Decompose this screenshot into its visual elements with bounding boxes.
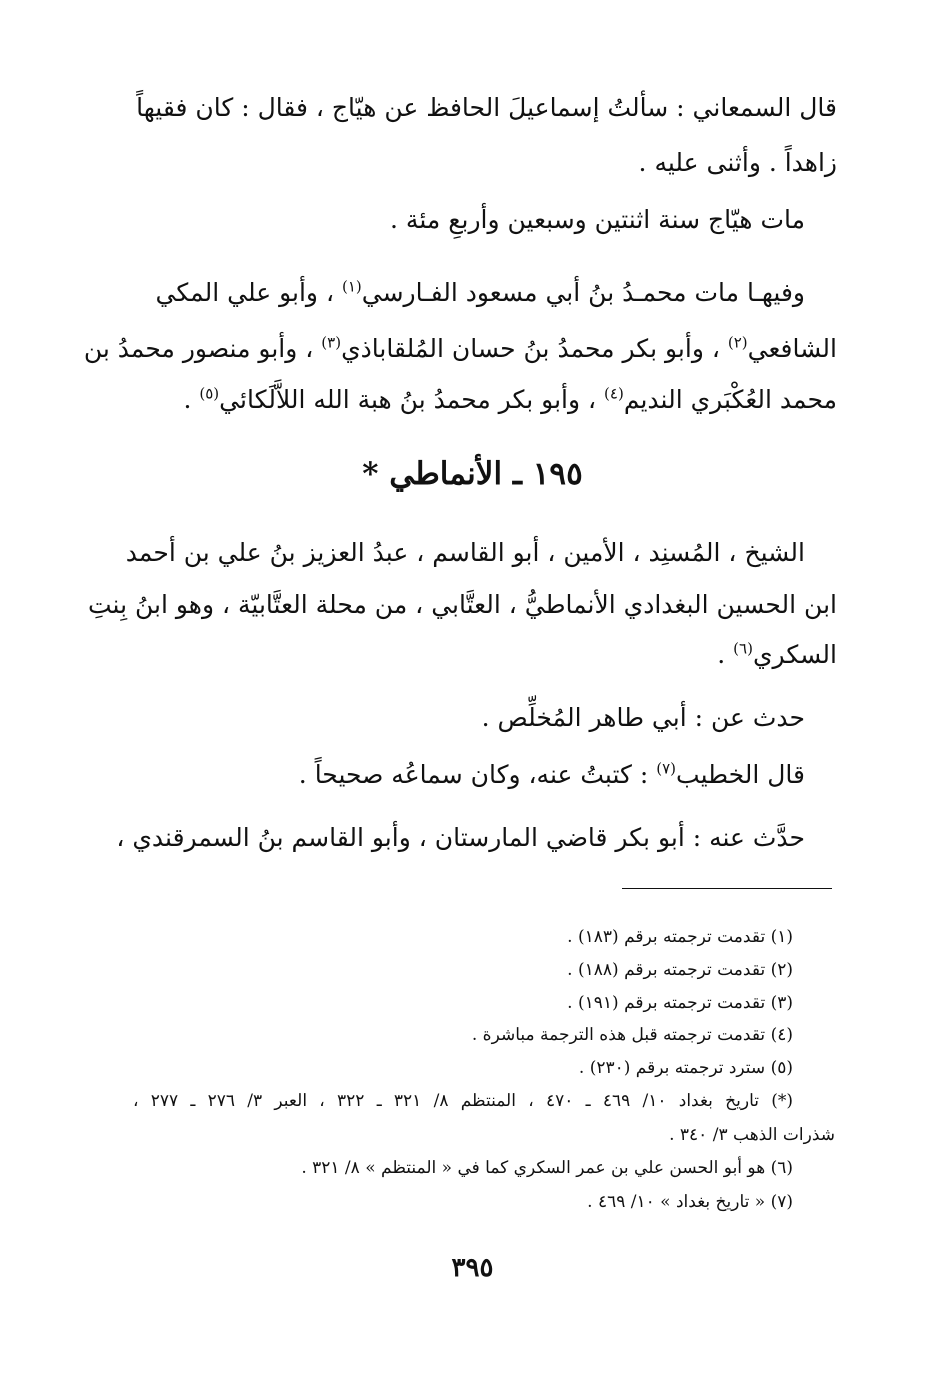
- body-line: حدث عن : أبي طاهر المُخلِّص .: [481, 703, 805, 732]
- footnote-ref[interactable]: (٥): [199, 384, 220, 403]
- body-line: قال السمعاني : سألتُ إسماعيلَ الحافظ عن هيّاج ، فقال : كان فقيهاً: [136, 93, 837, 122]
- body-line: زاهداً . وأثنى عليه .: [638, 148, 837, 177]
- footnote-continuation: شذرات الذهب ٣/ ٣٤٠ .: [669, 1125, 835, 1145]
- body-line: مات هيّاج سنة اثنتين وسبعين وأربعِ مئة .: [390, 205, 805, 234]
- footnote: (٤) تقدمت ترجمته قبل هذه الترجمة مباشرة .: [471, 1025, 793, 1045]
- footnote-ref[interactable]: (٦): [733, 639, 753, 658]
- footnote-ref[interactable]: (٤): [604, 384, 624, 403]
- footnote-ref[interactable]: (٧): [656, 759, 677, 778]
- body-line: الشافعي$^{(٢)}$ ، وأبو بكر محمدُ بنُ حسان المُلقاباذي$^{(٣)}$ ، وأبو منصور محمدُ بن: [83, 333, 837, 363]
- body-line: السكري$^{(٦)}$ .: [717, 639, 837, 669]
- footnote: (٧) « تاريخ بغداد » ١٠/ ٤٦٩ .: [587, 1192, 793, 1212]
- body-line: ابن الحسين البغدادي الأنماطيُّ ، العتَّابي ، من محلة العتَّابيّة ، وهو ابنُ بِنتِ: [88, 590, 837, 619]
- footnote-separator: [622, 888, 832, 889]
- body-line: الشيخ ، المُسنِد ، الأمين ، أبو القاسم ، عبدُ العزيز بنُ علي بن أحمد: [125, 538, 805, 567]
- footnote-ref[interactable]: (١): [341, 277, 362, 296]
- body-line: حدَّث عنه : أبو بكر قاضي المارستان ، وأبو القاسم بنُ السمرقندي ،: [116, 823, 805, 852]
- section-heading: ١٩٥ ـ الأنماطي *: [362, 456, 583, 492]
- footnote: (٦) هو أبو الحسن علي بن عمر السكري كما في « المنتظم » ٨/ ٣٢١ .: [301, 1158, 793, 1178]
- footnote: (٢) تقدمت ترجمته برقم (١٨٨) .: [567, 960, 793, 980]
- body-line: محمد العُكْبَري النديم$^{(٤)}$ ، وأبو بكر محمدُ بنُ هبة الله اللاَّلَكائي$^{(٥)}$ .: [183, 384, 837, 414]
- footnote: (١) تقدمت ترجمته برقم (١٨٣) .: [567, 927, 793, 947]
- page-number: ٣٩٥: [451, 1253, 494, 1283]
- body-line: قال الخطيب$^{(٧)}$ : كتبتُ عنه، وكان سماعُه صحيحاً .: [298, 759, 805, 789]
- footnote-ref[interactable]: (٢): [727, 333, 748, 352]
- footnote: (٣) تقدمت ترجمته برقم (١٩١) .: [567, 993, 793, 1013]
- footnote-ref[interactable]: (٣): [321, 333, 342, 352]
- footnote: (٥) سترد ترجمته برقم (٢٣٠) .: [578, 1058, 793, 1078]
- body-line: وفيهـا مات محمـدُ بنُ أبي مسعود الفـارسي$^{(١)}$ ، وأبو علي المكي: [155, 277, 805, 307]
- footnote: (*) تاريخ بغداد ١٠/ ٤٦٩ ـ ٤٧٠ ، المنتظم ٨/ ٣٢١ ـ ٣٢٢ ، العبر ٣/ ٢٧٦ ـ ٢٧٧ ،: [133, 1091, 793, 1111]
